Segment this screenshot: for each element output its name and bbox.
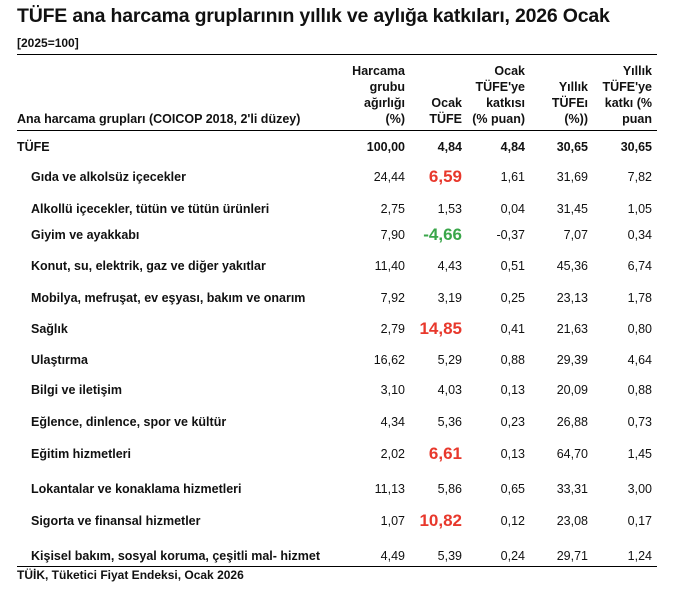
- table-row: [0, 412, 673, 432]
- cell-annual-contribution: 1,78: [627, 291, 652, 305]
- cell-monthly-cpi-highlight: 6,59: [428, 167, 462, 186]
- table-row: [0, 225, 673, 245]
- cell-monthly-contribution: 0,51: [500, 259, 525, 273]
- row-label-header: Ana harcama grupları (COICOP 2018, 2'li düzey): [17, 112, 301, 126]
- row-label: Alkollü içecekler, tütün ve tütün ürünleri: [31, 202, 270, 216]
- cell-monthly-contribution: 0,88: [500, 353, 525, 367]
- bottom-rule: [17, 566, 657, 567]
- cell-weight: 100,00: [366, 140, 405, 154]
- cell-monthly-cpi: 1,53: [437, 202, 462, 216]
- cell-monthly-contribution: 1,61: [500, 170, 525, 184]
- cell-monthly-cpi: 4,03: [437, 383, 462, 397]
- cell-monthly-cpi: 5,39: [437, 549, 462, 563]
- header-rule: [17, 130, 657, 131]
- cell-monthly-contribution: 0,04: [500, 202, 525, 216]
- cell-annual-contribution: 1,05: [627, 202, 652, 216]
- table-row: [0, 288, 673, 308]
- cell-annual-contribution: 0,80: [627, 322, 652, 336]
- cell-monthly-contribution: -0,37: [496, 228, 525, 242]
- cell-monthly-contribution: 4,84: [500, 140, 525, 154]
- cell-monthly-cpi: 3,19: [437, 291, 462, 305]
- cell-monthly-cpi-highlight: 14,85: [419, 319, 462, 338]
- header-annual-cpi: Yıllık TÜFEı (%)): [551, 80, 588, 126]
- row-label: Kişisel bakım, sosyal koruma, çeşitli mal- hizmet: [31, 549, 321, 563]
- cell-weight: 24,44: [373, 170, 405, 184]
- cell-annual-cpi: 29,39: [556, 353, 588, 367]
- header-annual-contribution: Yıllık TÜFE'ye katkı (% puan: [602, 64, 652, 126]
- cell-weight: 11,40: [374, 259, 405, 273]
- cell-monthly-contribution: 0,12: [500, 514, 525, 528]
- cell-weight: 2,02: [380, 447, 405, 461]
- table-row: [0, 444, 673, 464]
- cell-annual-contribution: 0,88: [627, 383, 652, 397]
- row-label: Lokantalar ve konaklama hizmetleri: [31, 482, 242, 496]
- cell-monthly-contribution: 0,23: [500, 415, 525, 429]
- cell-annual-cpi: 23,08: [556, 514, 588, 528]
- row-label: Eğitim hizmetleri: [31, 447, 132, 461]
- row-label: Giyim ve ayakkabı: [31, 228, 140, 242]
- cell-weight: 3,10: [380, 383, 405, 397]
- cell-monthly-cpi: 5,86: [437, 482, 462, 496]
- table-row: [0, 479, 673, 499]
- cell-annual-contribution: 1,24: [627, 549, 652, 563]
- cell-annual-cpi: 45,36: [556, 259, 588, 273]
- row-label: Mobilya, mefruşat, ev eşyası, bakım ve onarım: [31, 291, 306, 305]
- table-row: [0, 319, 673, 339]
- header-monthly-cpi: Ocak TÜFE: [429, 96, 462, 126]
- cell-monthly-contribution: 0,41: [500, 322, 525, 336]
- cell-annual-contribution: 30,65: [620, 140, 652, 154]
- cell-monthly-contribution: 0,13: [500, 447, 525, 461]
- cell-annual-cpi: 7,07: [563, 228, 588, 242]
- cell-monthly-cpi: 4,84: [437, 140, 462, 154]
- table-row: [0, 546, 673, 566]
- row-label: Bilgi ve iletişim: [31, 383, 123, 397]
- table-title: TÜFE ana harcama gruplarının yıllık ve aylığa katkıları, 2026 Ocak: [17, 5, 610, 27]
- cell-monthly-contribution: 0,25: [500, 291, 525, 305]
- table-row: [0, 380, 673, 400]
- cell-monthly-cpi-highlight: 6,61: [428, 444, 462, 463]
- cell-annual-cpi: 26,88: [556, 415, 588, 429]
- cell-annual-cpi: 21,63: [556, 322, 588, 336]
- cell-annual-cpi: 20,09: [556, 383, 588, 397]
- top-rule: [17, 54, 657, 55]
- cell-monthly-cpi: 5,29: [437, 353, 462, 367]
- header-monthly-contribution: Ocak TÜFE'ye katkısı (% puan): [472, 64, 525, 126]
- cell-weight: 7,90: [380, 228, 405, 242]
- cell-annual-contribution: 3,00: [627, 482, 652, 496]
- cell-monthly-cpi-highlight: -4,66: [423, 225, 462, 244]
- cell-monthly-contribution: 0,24: [500, 549, 525, 563]
- cell-annual-contribution: 1,45: [627, 447, 652, 461]
- cell-annual-cpi: 30,65: [556, 140, 588, 154]
- cell-weight: 1,07: [380, 514, 405, 528]
- cell-monthly-cpi: 5,36: [437, 415, 462, 429]
- cell-monthly-contribution: 0,13: [500, 383, 525, 397]
- cell-monthly-cpi-highlight: 10,82: [419, 511, 462, 530]
- cell-weight: 4,34: [380, 415, 405, 429]
- cell-annual-cpi: 31,45: [556, 202, 588, 216]
- table-row: [0, 511, 673, 531]
- row-label: Eğlence, dinlence, spor ve kültür: [31, 415, 227, 429]
- cell-monthly-contribution: 0,65: [500, 482, 525, 496]
- cell-annual-cpi: 33,31: [556, 482, 588, 496]
- cell-weight: 2,79: [380, 322, 405, 336]
- cell-annual-cpi: 31,69: [556, 170, 588, 184]
- table-row-total: [0, 137, 673, 157]
- table-row: [0, 167, 673, 187]
- table-row: [0, 199, 673, 219]
- table-row: [0, 256, 673, 276]
- cell-weight: 4,49: [380, 549, 405, 563]
- cell-weight: 11,13: [374, 482, 405, 496]
- row-label: TÜFE: [17, 140, 50, 154]
- table-row: [0, 350, 673, 370]
- cell-weight: 16,62: [373, 353, 405, 367]
- cell-annual-contribution: 6,74: [627, 259, 652, 273]
- cell-annual-contribution: 4,64: [627, 353, 652, 367]
- row-label: Gıda ve alkolsüz içecekler: [31, 170, 186, 184]
- cell-annual-cpi: 29,71: [556, 549, 588, 563]
- header-weight: Harcama grubu ağırlığı (%): [352, 64, 405, 126]
- source-note: TÜİK, Tüketici Fiyat Endeksi, Ocak 2026: [17, 568, 244, 582]
- cell-weight: 2,75: [380, 202, 405, 216]
- cell-annual-contribution: 7,82: [627, 170, 652, 184]
- cell-annual-cpi: 23,13: [556, 291, 588, 305]
- cell-monthly-cpi: 4,43: [437, 259, 462, 273]
- cell-weight: 7,92: [380, 291, 405, 305]
- row-label: Ulaştırma: [31, 353, 88, 367]
- cell-annual-contribution: 0,17: [627, 514, 652, 528]
- cell-annual-contribution: 0,73: [627, 415, 652, 429]
- cell-annual-cpi: 64,70: [556, 447, 588, 461]
- row-label: Konut, su, elektrik, gaz ve diğer yakıtlar: [31, 259, 266, 273]
- base-year-note: [2025=100]: [17, 36, 79, 50]
- row-label: Sigorta ve finansal hizmetler: [31, 514, 201, 528]
- row-label: Sağlık: [31, 322, 68, 336]
- cell-annual-contribution: 0,34: [627, 228, 652, 242]
